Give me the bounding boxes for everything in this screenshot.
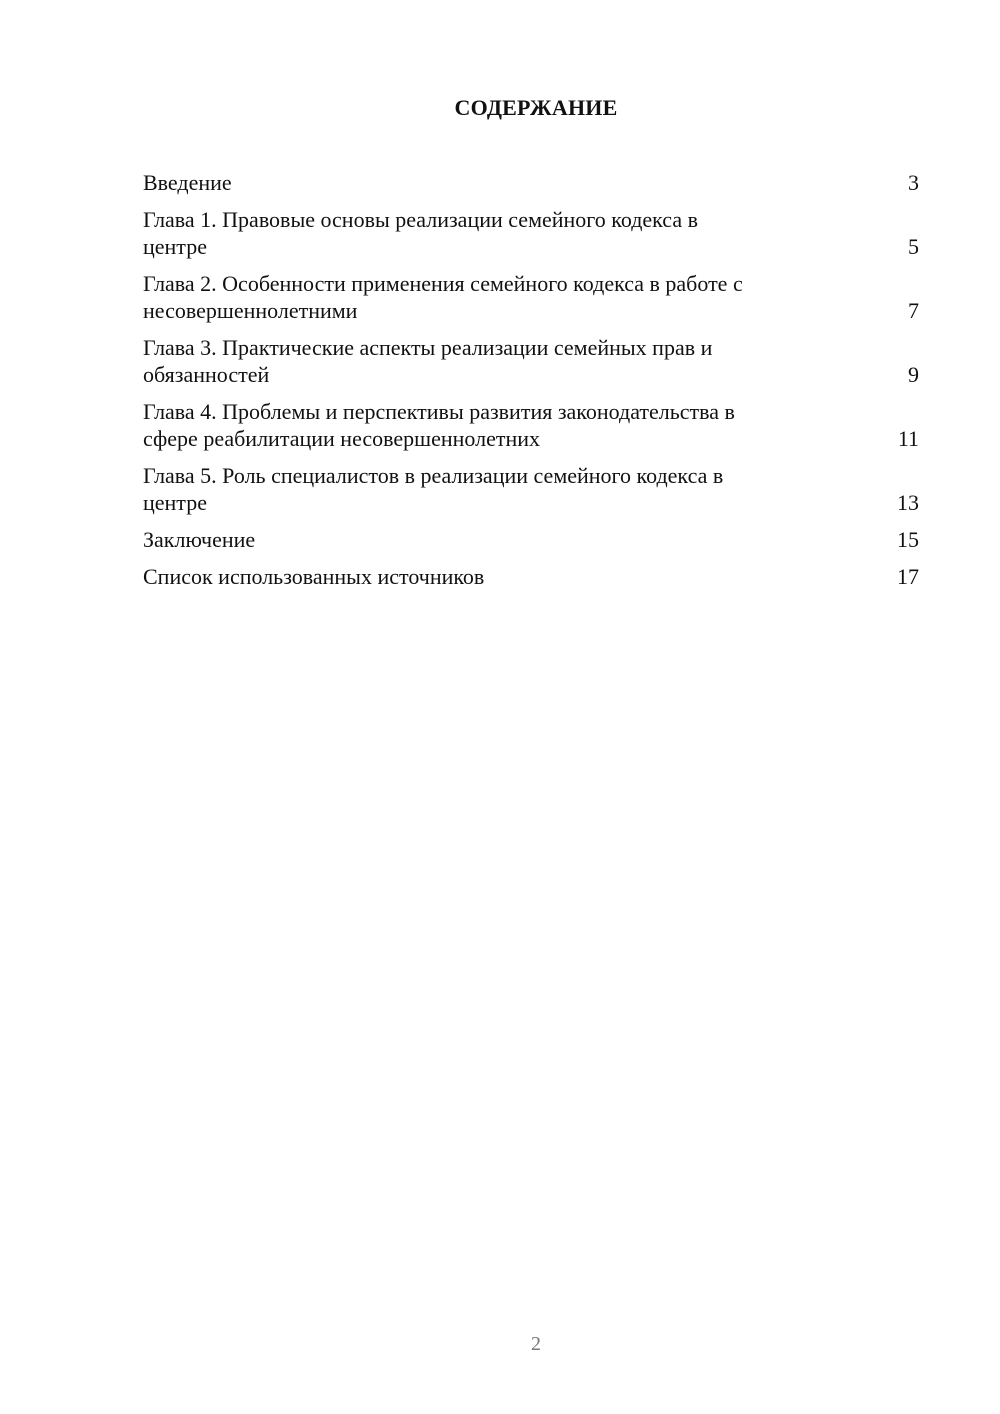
- toc-entry-title: Глава 3. Практические аспекты реализации семейных прав и обязанностей: [143, 335, 713, 387]
- toc-entry-page: 15: [897, 527, 919, 552]
- page-number: 2: [531, 1333, 541, 1355]
- toc-entry-title: Глава 4. Проблемы и перспективы развития законодательства в сфере реабилитации несовершеннолетних: [143, 399, 735, 451]
- toc-entry: [143, 398, 919, 452]
- toc-entry: [143, 526, 919, 553]
- toc-entry: [143, 334, 919, 388]
- toc-entry-title: Заключение: [143, 527, 256, 552]
- page-title: СОДЕРЖАНИЕ: [454, 95, 618, 120]
- toc-entry-page: 13: [897, 490, 919, 515]
- toc-entry-title: Глава 2. Особенности применения семейного кодекса в работе с несовершеннолетними: [143, 271, 743, 323]
- toc-entry-page: 11: [897, 426, 919, 451]
- toc-entry-page: 3: [908, 170, 919, 195]
- toc-entry-page: 9: [908, 362, 919, 387]
- toc-entry-title: Глава 5. Роль специалистов в реализации семейного кодекса в центре: [143, 463, 724, 515]
- toc-entry: [143, 563, 919, 590]
- toc-entry-title: Введение: [143, 170, 232, 195]
- toc-entry-title: Список использованных источников: [143, 564, 485, 589]
- toc-entry: [143, 270, 919, 324]
- toc-entry: [143, 462, 919, 516]
- table-of-contents: [143, 169, 919, 600]
- toc-entry-page: 7: [908, 298, 919, 323]
- toc-entry-page: 17: [897, 564, 919, 589]
- toc-entry-title: Глава 1. Правовые основы реализации семейного кодекса в центре: [143, 207, 698, 259]
- toc-entry-page: 5: [908, 234, 919, 259]
- toc-entry: [143, 206, 919, 260]
- toc-entry: [143, 169, 919, 196]
